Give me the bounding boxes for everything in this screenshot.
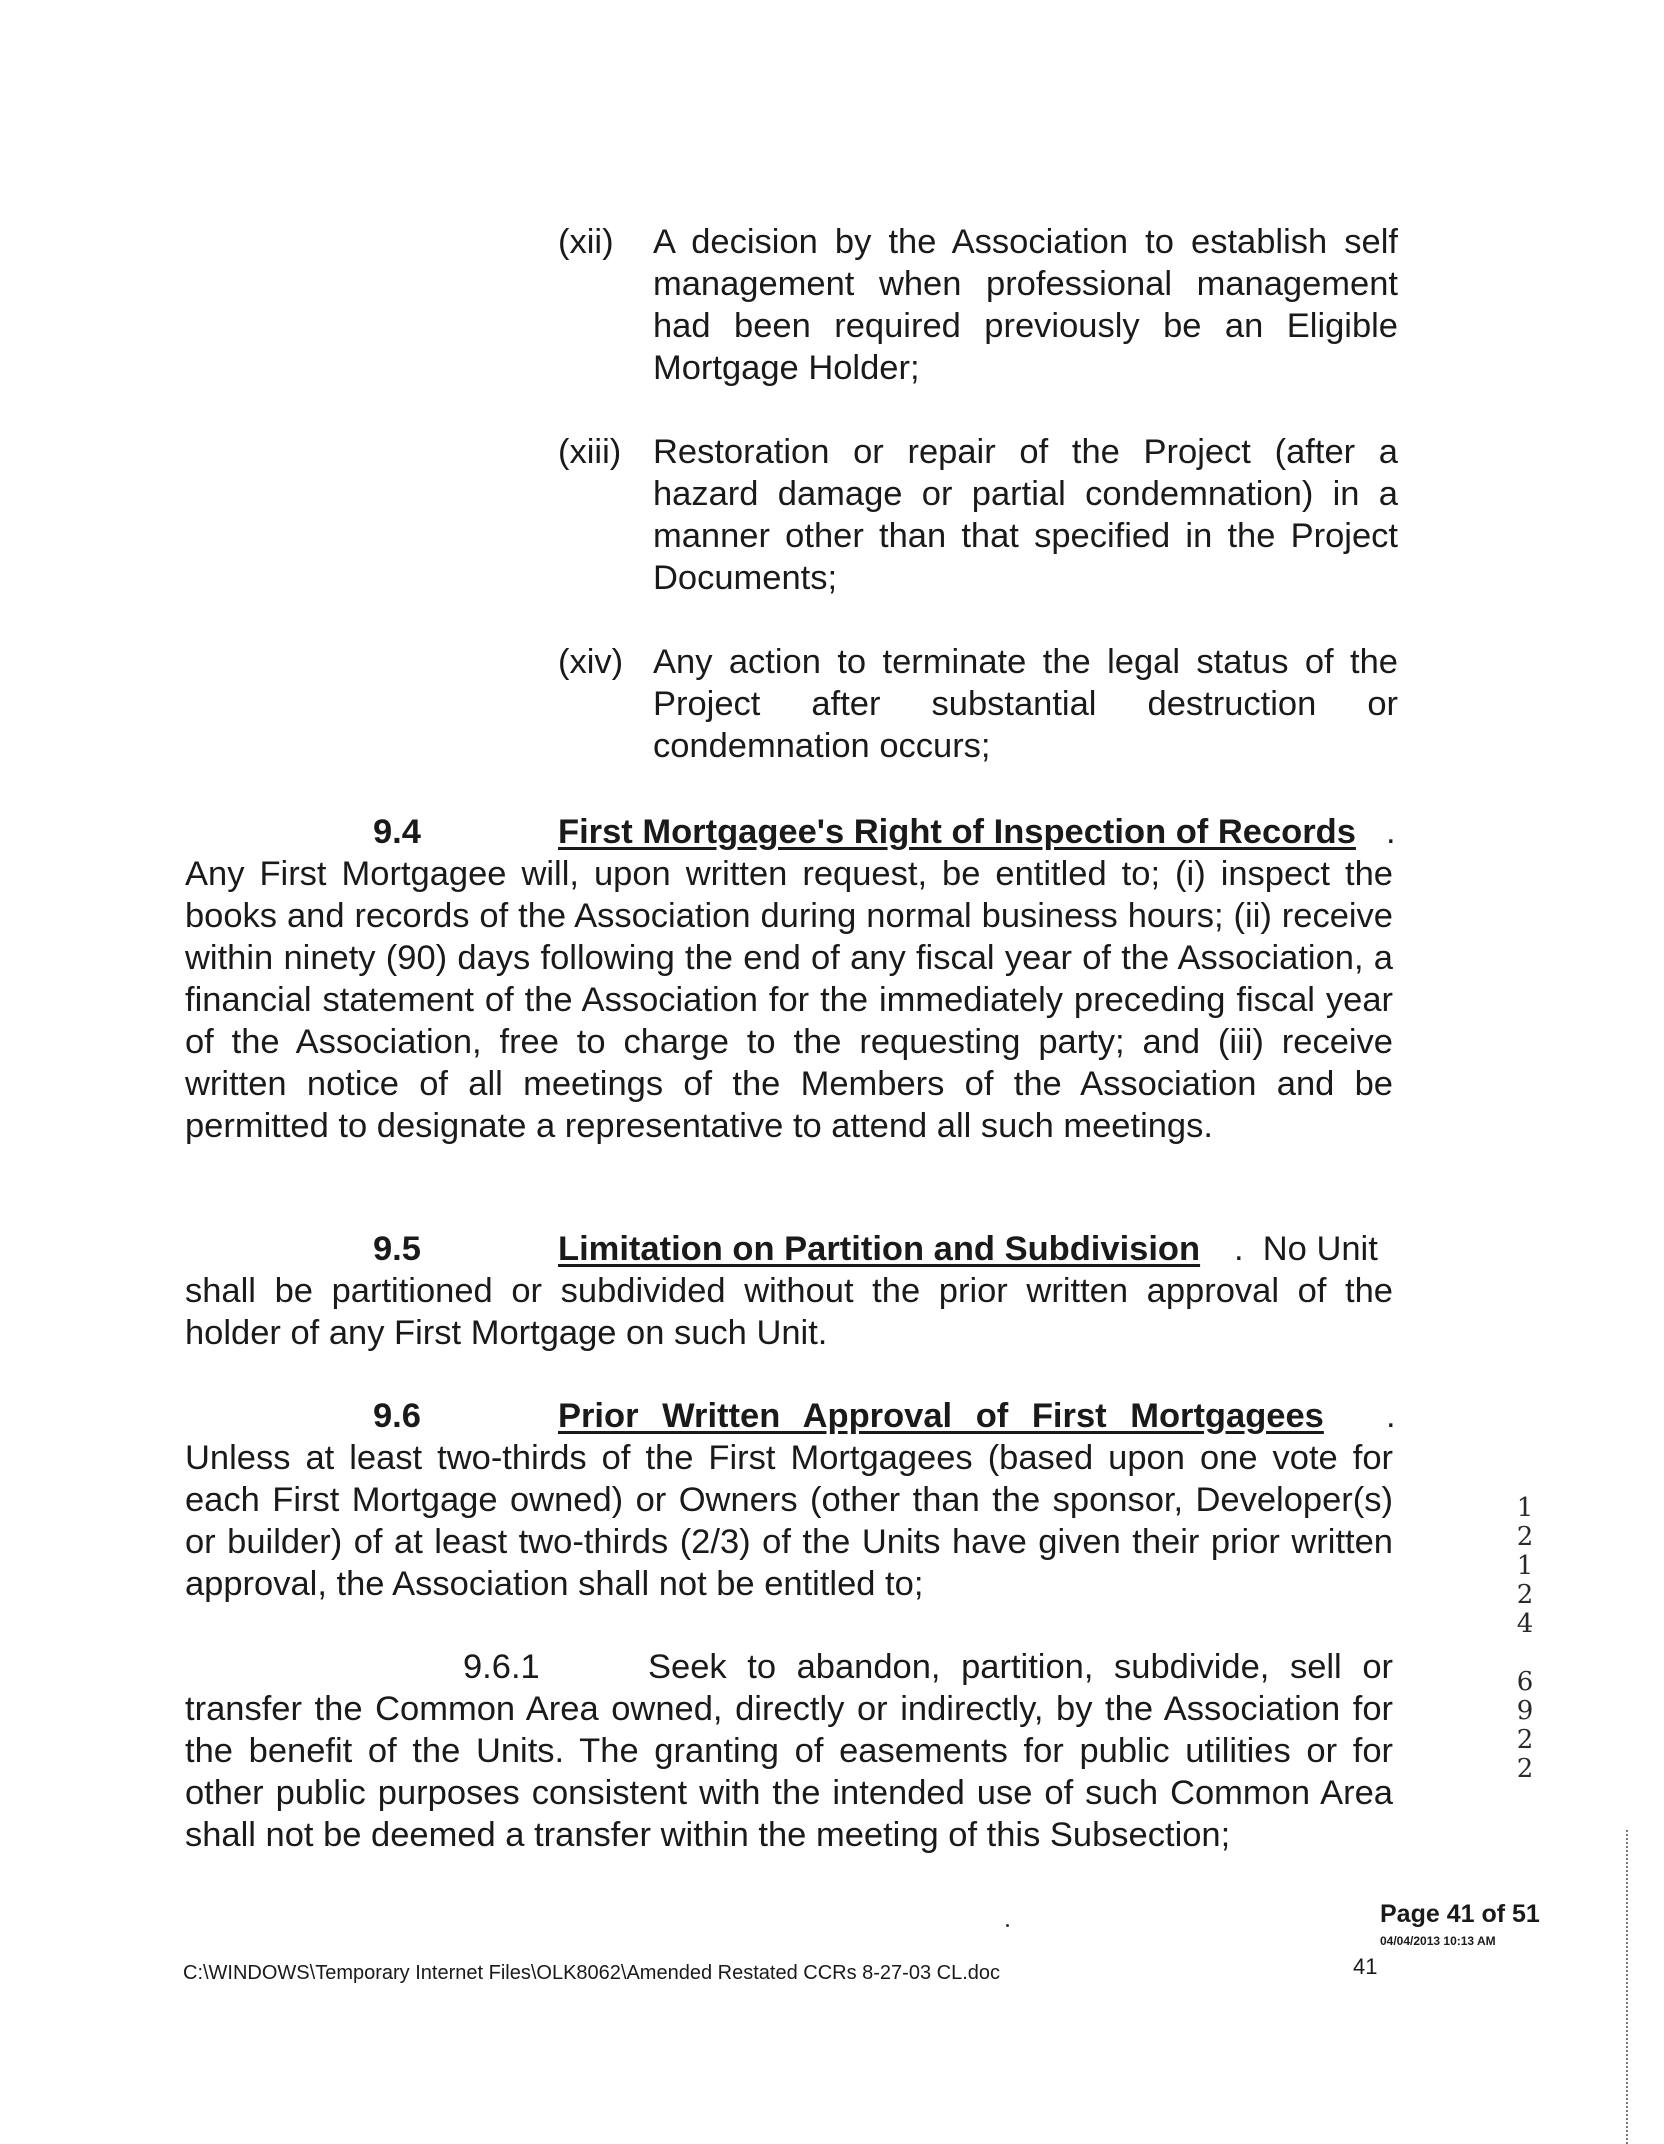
scan-edge-line: [1626, 1830, 1628, 2144]
file-path: C:\WINDOWS\Temporary Internet Files\OLK8062\Amended Restated CCRs 8-27-03 CL.doc: [183, 1962, 1000, 1984]
list-item-number: (xii): [558, 223, 614, 261]
stamp-digit: 9: [1516, 1696, 1534, 1726]
section-number: 9.6: [373, 1397, 421, 1435]
section-9-5: [185, 1228, 1393, 1354]
recording-number-stamp: [1510, 1494, 1540, 1784]
section-heading: [185, 1228, 1393, 1270]
list-item-number: (xiii): [558, 433, 622, 471]
stamp-digit: 4: [1516, 1609, 1534, 1639]
section-number: 9.5: [373, 1230, 421, 1268]
section-body: Any First Mortgagee will, upon written request, be entitled to; (i) inspect the books and records of the Association during normal business hours; (ii) receive within ninety (90) days following the end of any fiscal year of the Association, a financial statement of the Association for the immediately preceding fiscal year of the Association, free to charge to the requesting party; and (iii) receive written notice of all meetings of the Members of the Association and be permitted to designate a representative to attend all such meetings.: [185, 855, 1393, 1145]
list-item-text: A decision by the Association to establish self management when professional management had been required previously be an Eligible Mortgage Holder;: [653, 223, 1398, 387]
subsection-heading: [185, 1646, 1393, 1688]
stamp-digit: 2: [1516, 1580, 1534, 1610]
stamp-gap: [1510, 1639, 1540, 1668]
section-title-trailing: . No Unit: [1234, 1230, 1378, 1268]
stamp-digit: 2: [1516, 1754, 1534, 1784]
stamp-digit: 1: [1516, 1493, 1534, 1523]
section-title-trailing: .: [1386, 813, 1396, 851]
list-item-number: (xiv): [558, 643, 624, 681]
stamp-digit: 6: [1516, 1667, 1534, 1697]
subsection-body: transfer the Common Area owned, directly or indirectly, by the Association for the benefit of the Units. The granting of easements for public utilities or for other public purposes consistent with the intended use of such Common Area shall not be deemed a transfer within the meeting of this Subsection;: [185, 1690, 1393, 1854]
section-9-4: [185, 811, 1396, 1147]
page-number: 41: [1353, 1954, 1378, 1979]
list-item-xii: [558, 221, 1398, 389]
list-item-text: Any action to terminate the legal status of the Project after substantial destruction or condemnation occurs;: [653, 643, 1398, 765]
speck-mark: [1006, 1924, 1009, 1927]
subsection-9-6-1: [185, 1646, 1393, 1856]
section-body: shall be partitioned or subdivided without the prior written approval of the holder of any First Mortgage on such Unit.: [185, 1272, 1393, 1352]
section-title: First Mortgagee's Right of Inspection of Records: [558, 813, 1356, 851]
section-heading: [185, 811, 1396, 853]
list-item-xiii: [558, 431, 1398, 599]
subsection-number: 9.6.1: [463, 1648, 540, 1686]
stamp-digit: 2: [1516, 1725, 1534, 1755]
list-item-xiv: [558, 641, 1398, 767]
subsection-first-line: Seek to abandon, partition, subdivide, sell or: [648, 1648, 1393, 1686]
section-title-trailing: .: [1386, 1397, 1396, 1435]
section-number: 9.4: [373, 813, 421, 851]
section-title: Prior Written Approval of First Mortgagees: [558, 1397, 1324, 1435]
section-9-6: [185, 1395, 1396, 1605]
section-body: Unless at least two-thirds of the First Mortgagees (based upon one vote for each First Mortgage owned) or Owners (other than the sponsor, Developer(s) or builder) of at least two-thirds (2/3) of the Units have given their prior written approval, the Association shall not be entitled to;: [185, 1439, 1393, 1603]
list-item-text: Restoration or repair of the Project (after a hazard damage or partial condemnation) in a manner other than that specified in the Project Documents;: [653, 433, 1398, 597]
page-counter: Page 41 of 51: [1380, 1900, 1540, 1928]
section-title: Limitation on Partition and Subdivision: [558, 1230, 1201, 1268]
print-timestamp: 04/04/2013 10:13 AM: [1380, 1934, 1496, 1948]
stamp-digit: 2: [1516, 1522, 1534, 1552]
stamp-digit: 1: [1516, 1551, 1534, 1581]
section-heading: [185, 1395, 1396, 1437]
